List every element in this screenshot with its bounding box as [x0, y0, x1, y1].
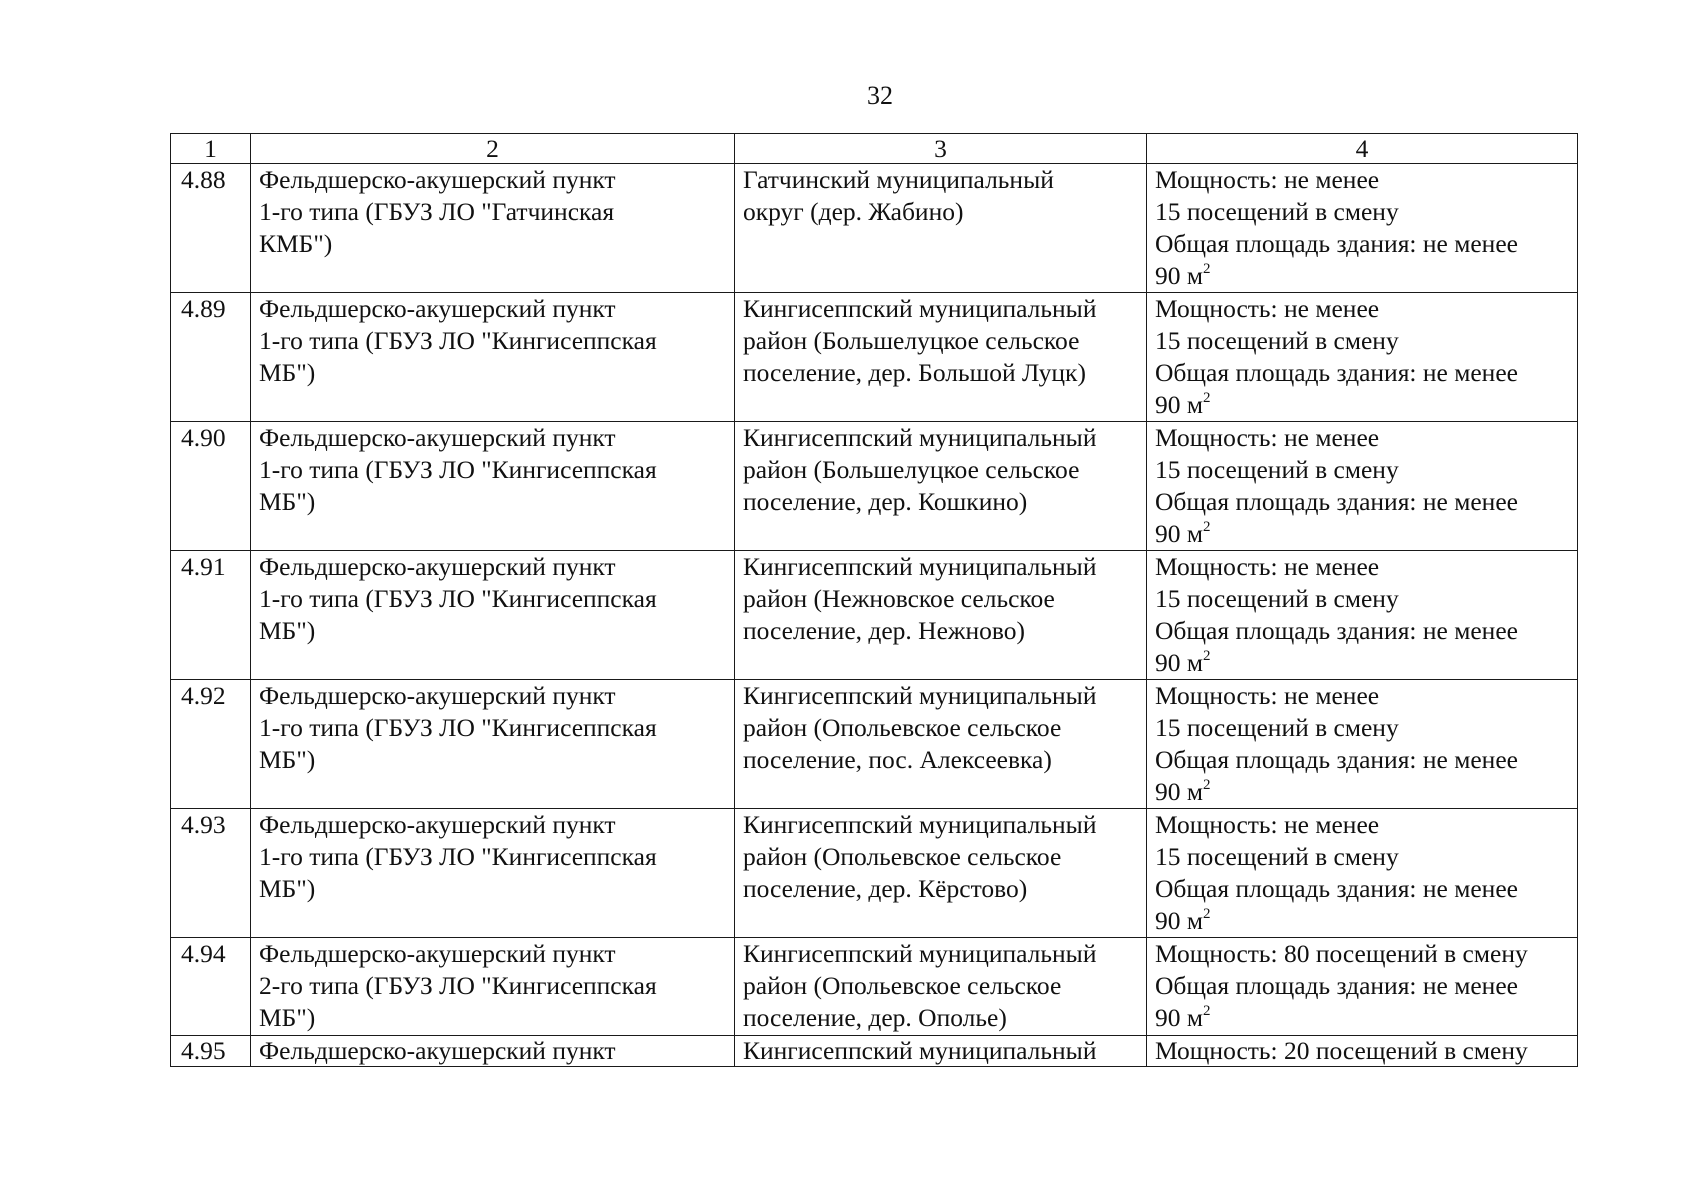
capacity-cell — [1147, 938, 1578, 1036]
cell-text-line: Мощность: 20 посещений в смену — [1155, 1036, 1528, 1065]
cell-text-line: Фельдшерско-акушерский пункт — [259, 939, 616, 968]
facility-name-cell — [251, 293, 735, 422]
row-number: 4.88 — [171, 164, 251, 293]
row-number: 4.89 — [171, 293, 251, 422]
area-value-line — [1155, 518, 1569, 550]
cell-text-line: МБ") — [259, 745, 316, 774]
cell-text-line: КМБ") — [259, 229, 333, 258]
cell-text-line: 1-го типа (ГБУЗ ЛО "Кингисеппская — [259, 713, 657, 742]
cell-text-line: район (Опольевское сельское — [743, 713, 1062, 742]
facility-name-cell — [251, 938, 735, 1036]
cell-text-line: поселение, пос. Алексеевка) — [743, 745, 1052, 774]
cell-text-line: район (Опольевское сельское — [743, 842, 1062, 871]
capacity-cell — [1147, 1036, 1578, 1067]
cell-text-line: 1-го типа (ГБУЗ ЛО "Кингисеппская — [259, 584, 657, 613]
cell-text-line: Общая площадь здания: не менее — [1155, 745, 1518, 774]
table-row — [171, 422, 1578, 551]
area-value-line — [1155, 905, 1569, 937]
row-number: 4.91 — [171, 551, 251, 680]
location-cell — [735, 164, 1147, 293]
cell-text-line: 1-го типа (ГБУЗ ЛО "Кингисеппская — [259, 326, 657, 355]
facility-name-cell — [251, 680, 735, 809]
area-value: 90 м — [1155, 390, 1204, 419]
cell-text-line: Фельдшерско-акушерский пункт — [259, 165, 616, 194]
cell-text-line: поселение, дер. Большой Луцк) — [743, 358, 1086, 387]
cell-text-line: Общая площадь здания: не менее — [1155, 971, 1518, 1000]
cell-text-line: Фельдшерско-акушерский пункт — [259, 294, 616, 323]
table-row — [171, 293, 1578, 422]
cell-text-line: Мощность: не менее — [1155, 165, 1380, 194]
cell-text-line: район (Большелуцкое сельское — [743, 326, 1080, 355]
cell-text-line: Гатчинский муниципальный — [743, 165, 1054, 194]
cell-text-line: МБ") — [259, 874, 316, 903]
cell-text-line: МБ") — [259, 358, 316, 387]
area-unit-exponent: 2 — [1203, 518, 1211, 535]
cell-text-line: Кингисеппский муниципальный — [743, 1036, 1097, 1065]
cell-text-line: Фельдшерско-акушерский пункт — [259, 423, 616, 452]
area-unit-exponent: 2 — [1203, 260, 1211, 277]
cell-text-line: Мощность: не менее — [1155, 810, 1380, 839]
capacity-cell — [1147, 551, 1578, 680]
cell-text-line: Мощность: не менее — [1155, 294, 1380, 323]
cell-text-line: Общая площадь здания: не менее — [1155, 616, 1518, 645]
row-number: 4.94 — [171, 938, 251, 1036]
facility-name-cell — [251, 551, 735, 680]
area-value-line — [1155, 389, 1569, 421]
cell-text-line: МБ") — [259, 487, 316, 516]
header-col-3: 3 — [735, 134, 1147, 164]
cell-text-line: Кингисеппский муниципальный — [743, 552, 1097, 581]
header-col-4: 4 — [1147, 134, 1578, 164]
cell-text-line: поселение, дер. Нежново) — [743, 616, 1026, 645]
area-value: 90 м — [1155, 777, 1204, 806]
facilities-table — [170, 133, 1578, 1067]
cell-text-line: округ (дер. Жабино) — [743, 197, 964, 226]
cell-text-line: Мощность: не менее — [1155, 423, 1380, 452]
facility-name-cell — [251, 164, 735, 293]
cell-text-line: Кингисеппский муниципальный — [743, 681, 1097, 710]
area-unit-exponent: 2 — [1203, 389, 1211, 406]
row-number: 4.90 — [171, 422, 251, 551]
cell-text-line: 1-го типа (ГБУЗ ЛО "Кингисеппская — [259, 455, 657, 484]
cell-text-line: Общая площадь здания: не менее — [1155, 874, 1518, 903]
cell-text-line: 15 посещений в смену — [1155, 197, 1399, 226]
cell-text-line: Мощность: не менее — [1155, 681, 1380, 710]
facility-name-cell — [251, 1036, 735, 1067]
table-row — [171, 680, 1578, 809]
cell-text-line: 15 посещений в смену — [1155, 455, 1399, 484]
cell-text-line: район (Опольевское сельское — [743, 971, 1062, 1000]
header-col-1: 1 — [171, 134, 251, 164]
capacity-cell — [1147, 422, 1578, 551]
capacity-cell — [1147, 293, 1578, 422]
cell-text-line: Фельдшерско-акушерский пункт — [259, 1036, 616, 1065]
area-value: 90 м — [1155, 906, 1204, 935]
row-number: 4.92 — [171, 680, 251, 809]
location-cell — [735, 551, 1147, 680]
area-value: 90 м — [1155, 261, 1204, 290]
table-row — [171, 938, 1578, 1036]
cell-text-line: Общая площадь здания: не менее — [1155, 229, 1518, 258]
cell-text-line: МБ") — [259, 1003, 316, 1032]
cell-text-line: Кингисеппский муниципальный — [743, 939, 1097, 968]
cell-text-line: район (Большелуцкое сельское — [743, 455, 1080, 484]
facility-name-cell — [251, 809, 735, 938]
area-value-line — [1155, 260, 1569, 292]
table-row — [171, 1036, 1578, 1067]
table-row — [171, 551, 1578, 680]
location-cell — [735, 293, 1147, 422]
area-unit-exponent: 2 — [1203, 647, 1211, 664]
location-cell — [735, 680, 1147, 809]
area-value: 90 м — [1155, 519, 1204, 548]
capacity-cell — [1147, 680, 1578, 809]
row-number: 4.95 — [171, 1036, 251, 1067]
header-col-2: 2 — [251, 134, 735, 164]
location-cell — [735, 938, 1147, 1036]
area-value-line — [1155, 647, 1569, 679]
area-unit-exponent: 2 — [1203, 776, 1211, 793]
page-number: 32 — [867, 81, 893, 110]
location-cell — [735, 422, 1147, 551]
cell-text-line: 1-го типа (ГБУЗ ЛО "Гатчинская — [259, 197, 615, 226]
cell-text-line: 2-го типа (ГБУЗ ЛО "Кингисеппская — [259, 971, 657, 1000]
facility-name-cell — [251, 422, 735, 551]
cell-text-line: Кингисеппский муниципальный — [743, 810, 1097, 839]
cell-text-line: Общая площадь здания: не менее — [1155, 358, 1518, 387]
area-value: 90 м — [1155, 648, 1204, 677]
area-unit-exponent: 2 — [1203, 1002, 1211, 1019]
cell-text-line: 15 посещений в смену — [1155, 713, 1399, 742]
cell-text-line: 15 посещений в смену — [1155, 326, 1399, 355]
cell-text-line: поселение, дер. Кошкино) — [743, 487, 1028, 516]
area-value-line — [1155, 1002, 1569, 1034]
location-cell — [735, 809, 1147, 938]
cell-text-line: 15 посещений в смену — [1155, 842, 1399, 871]
area-value: 90 м — [1155, 1003, 1204, 1032]
capacity-cell — [1147, 809, 1578, 938]
cell-text-line: Фельдшерско-акушерский пункт — [259, 681, 616, 710]
cell-text-line: МБ") — [259, 616, 316, 645]
cell-text-line: Мощность: 80 посещений в смену — [1155, 939, 1528, 968]
row-number: 4.93 — [171, 809, 251, 938]
cell-text-line: Кингисеппский муниципальный — [743, 294, 1097, 323]
cell-text-line: Фельдшерско-акушерский пункт — [259, 552, 616, 581]
cell-text-line: Кингисеппский муниципальный — [743, 423, 1097, 452]
cell-text-line: поселение, дер. Кёрстово) — [743, 874, 1028, 903]
area-unit-exponent: 2 — [1203, 905, 1211, 922]
cell-text-line: 15 посещений в смену — [1155, 584, 1399, 613]
cell-text-line: 1-го типа (ГБУЗ ЛО "Кингисеппская — [259, 842, 657, 871]
cell-text-line: район (Нежновское сельское — [743, 584, 1055, 613]
table-row — [171, 164, 1578, 293]
cell-text-line: Фельдшерско-акушерский пункт — [259, 810, 616, 839]
cell-text-line: поселение, дер. Ополье) — [743, 1003, 1007, 1032]
table-row — [171, 809, 1578, 938]
location-cell — [735, 1036, 1147, 1067]
capacity-cell — [1147, 164, 1578, 293]
cell-text-line: Мощность: не менее — [1155, 552, 1380, 581]
area-value-line — [1155, 776, 1569, 808]
cell-text-line: Общая площадь здания: не менее — [1155, 487, 1518, 516]
table-header-row — [171, 134, 1578, 164]
